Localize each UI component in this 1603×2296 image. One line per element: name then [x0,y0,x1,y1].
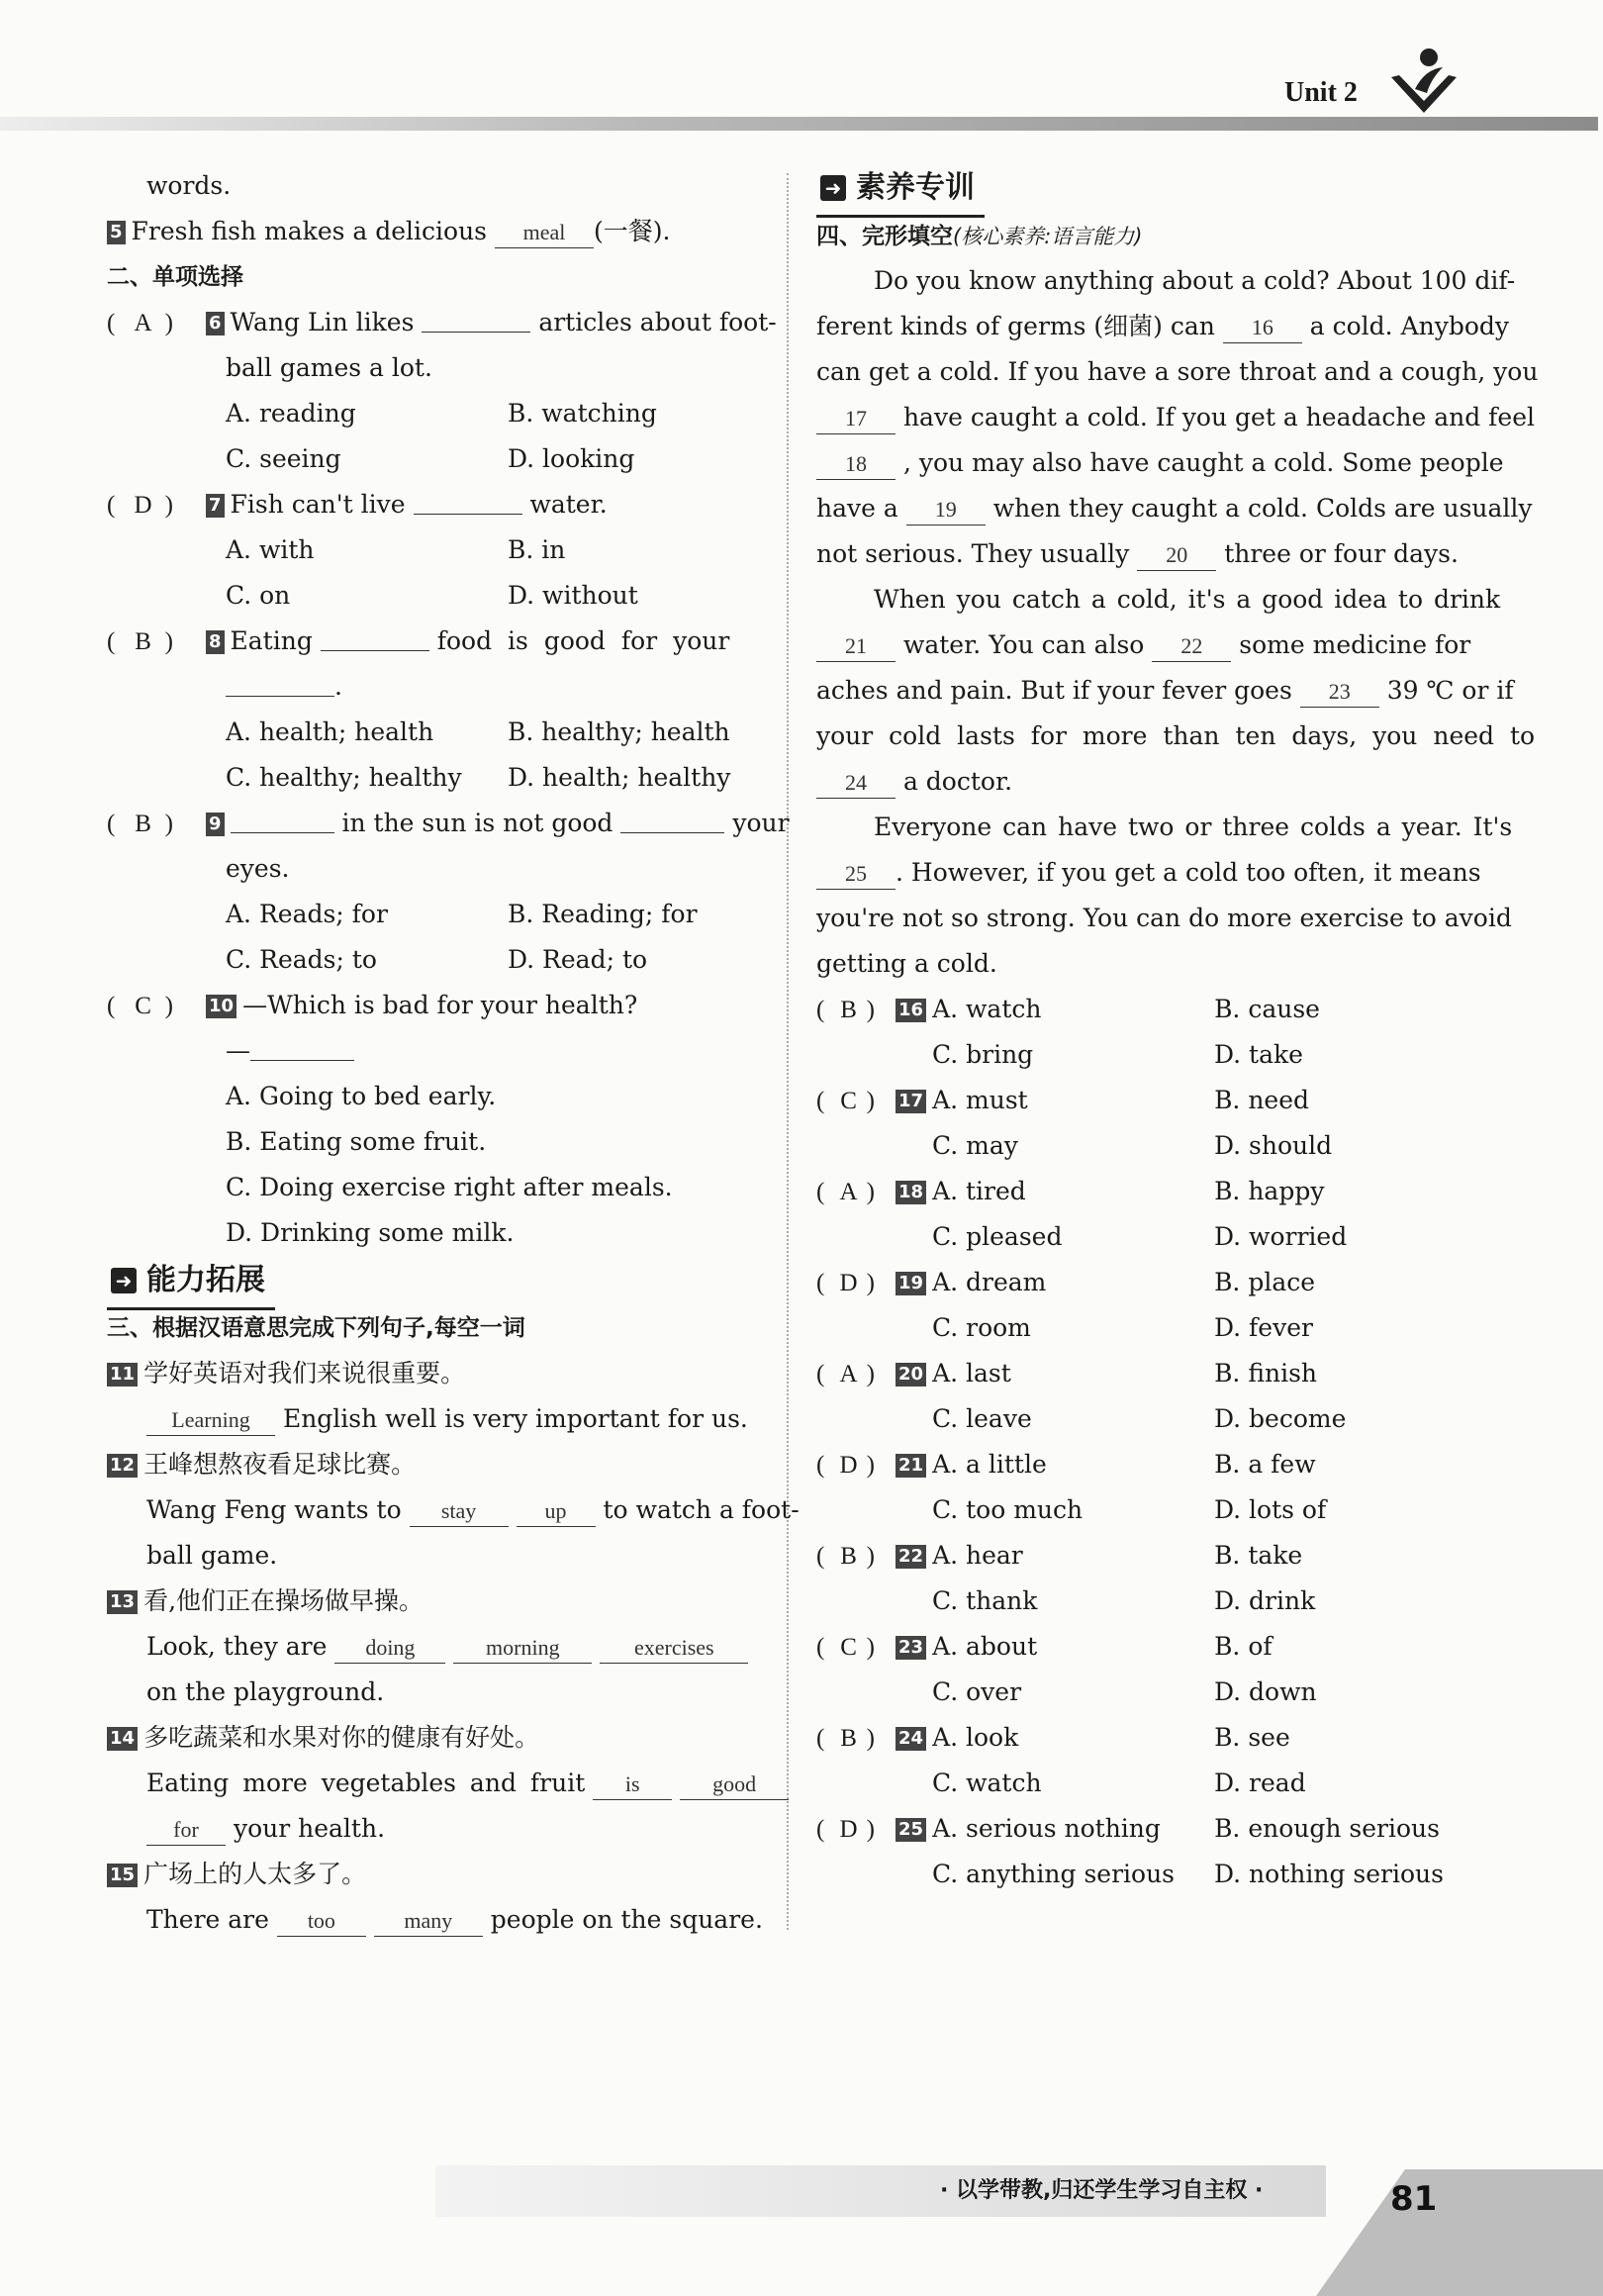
cloze-answers [816,987,1474,1897]
continued-text: words. [146,171,232,200]
options: C. leave D. become [932,1404,1347,1433]
section-banner: ➜ 素养专训 [816,163,985,218]
answer-choice: B [840,1725,857,1752]
question-8: ( B ) 8 Eating food is good for your [107,619,770,664]
cloze-question-18: ( A ) 18 A. tired B. happy [816,1169,1474,1214]
cloze-question-23: ( C ) 23 A. about B. of [816,1624,1474,1670]
options: C. on D. without [226,581,638,610]
cloze-question-16: ( B ) 16 A. watch B. cause [816,987,1474,1032]
options: C. seeing D. looking [226,444,635,473]
footer-slogan: · 以学带教,归还学生学习自主权 · [940,2178,1264,2203]
answer-choice: D [134,492,152,519]
answer-choice: B [135,628,151,655]
question-10: ( C ) 10 —Which is bad for your health? [107,983,770,1028]
question-11: 11 学好英语对我们来说很重要。 [107,1351,770,1396]
answer-choice: C [135,993,151,1019]
arrow-icon: ➜ [111,1268,137,1293]
options: A. Reads; for B. Reading; for [226,900,698,928]
options: C. pleased D. worried [932,1222,1348,1251]
answer-choice: D [839,1452,858,1479]
answer-choice: B [840,997,857,1023]
options: C. anything serious D. nothing serious [932,1860,1444,1888]
section-banner: ➜ 能力拓展 [107,1256,275,1310]
answer-choice: D [839,1816,858,1843]
options: C. thank D. drink [932,1586,1316,1615]
answer-choice: A [134,310,152,336]
cloze-question-25: ( D ) 25 A. serious nothing B. enough serious [816,1806,1474,1852]
cloze-question-21: ( D ) 21 A. a little B. a few [816,1442,1474,1487]
unit-label: Unit 2 [1284,77,1358,108]
page-tab [1316,2169,1603,2296]
question-9: ( B ) 9 in the sun is not good your [107,801,770,846]
section-title: 二、单项选择 [107,264,243,290]
question-7: ( D ) 7 Fish can't live water. [107,482,770,527]
options: A. reading B. watching [226,399,657,428]
options: C. healthy; healthy D. health; healthy [226,763,731,792]
options: C. too much D. lots of [932,1495,1327,1524]
cloze-question-19: ( D ) 19 A. dream B. place [816,1260,1474,1305]
cloze-question-17: ( C ) 17 A. must B. need [816,1078,1474,1123]
answer-blank: meal [495,218,594,248]
options: A. with B. in [226,535,566,564]
question-13: 13 看,他们正在操场做早操。 [107,1578,770,1624]
answer-choice: C [840,1088,857,1114]
section-title: 四、完形填空(核心素养:语言能力) [816,224,1143,249]
options: A. health; health B. healthy; health [226,718,730,746]
question-14: 14 多吃蔬菜和水果对你的健康有好处。 [107,1715,770,1761]
answer-choice: A [839,1179,858,1205]
page-number: 81 [1390,2179,1438,2219]
answer-choice: B [135,811,151,837]
options: C. may D. should [932,1131,1333,1160]
question-6: ( A ) 6 Wang Lin likes articles about foot- [107,300,770,345]
answer-choice: B [840,1543,857,1570]
options: C. over D. down [932,1677,1317,1706]
question-5: 5 Fresh fish makes a delicious meal (一餐). [107,209,770,254]
arrow-icon: ➜ [820,175,846,201]
header-bar [0,117,1598,131]
cloze-question-22: ( B ) 22 A. hear B. take [816,1533,1474,1578]
options: C. bring D. take [932,1040,1303,1069]
question-number: 5 [107,221,126,244]
question-12: 12 王峰想熬夜看足球比赛。 [107,1442,770,1487]
section-title: 三、根据汉语意思完成下列句子,每空一词 [107,1315,525,1341]
question-15: 15 广场上的人太多了。 [107,1852,770,1897]
answer-choice: D [839,1270,858,1296]
left-column: words. 5 Fresh fish makes a delicious meal (一餐). 二、单项选择 ( A ) 6 Wang Lin likes articles about foot- ball games a lot. A. reading B. watching C. seeing D. looking ( D ) 7 Fish can't live water. A. with B. in C. on D. without ( B ) 8 Eating food is good for your . A. health; health B. healthy; health C. healthy; healthy D. health; healthy ( B ) 9 in the sun is not good your eyes. A. Reads; for B. Reading; for C. Reads; to D. Read; to ( C ) 10 —Which is bad for your health? — A. Going to bed early. B. Eating some fruit. C. Doing exercise right after meals. D. Drinking some milk. ➜ 能力拓展 三、根据汉语意思完成下列句子,每空一词 11 学好英语对我们来说很重要。 Learning English well is very important for us. 12 王峰想熬夜看足球比赛。 Wang Feng wants to stay up to watch a foot- ball game. 13 看,他们正在操场做早操。 Look, they are doing morning exercises on the playground. 14 多吃蔬菜和水果对你的健康有好处。 Eating more vegetables and fruit is good for your health. 15 广场上的人太多了。 There are too many people on the square. [107,163,770,1943]
right-column: ➜ 素养专训 四、完形填空(核心素养:语言能力) Do you know anything about a cold? About 100 dif- ferent kinds of germs (细菌) can 16 a cold. Anybody can get a cold. If you have a sore throat and a cough, you 17 have caught a cold. If you get a headache and feel 18 , you may also have caught a cold. Some people have a 19 when they caught a cold. Colds are usually not serious. They usually 20 three or four days. When you catch a cold, it's a good idea to drink 21 water. You can also 22 some medicine for aches and pain. But if your fever goes 23 39 ℃ or if your cold lasts for more than ten days, you need to 24 a doctor. Everyone can have two or three colds a year. It's 25 . However, if you get a cold too often, it means you're not so strong. You can do more exercise to avoid getting a cold. ( B ) 16 A. watch B. cause C. bring D. take ( C ) 17 A. must B. need C. may D. should ( A ) 18 A. tired B. happy C. pleased D. worried ( D ) 19 A. dream B. place C. room D. fever ( A ) 20 A. last B. finish C. leave D. become ( D ) 21 A. a little B. a few C. too much D. lots of ( B ) 22 A. hear B. take C. thank D. drink ( C ) 23 A. about B. of C. over D. down ( B ) 24 A. look B. see C. watch D. read ( D ) 25 A. serious nothing B. enough serious C. anything serious D. nothing serious [816,163,1474,1897]
cloze-question-20: ( A ) 20 A. last B. finish [816,1351,1474,1396]
options: C. room D. fever [932,1313,1313,1342]
options: C. watch D. read [932,1769,1306,1797]
options: C. Reads; to D. Read; to [226,945,648,974]
passage-line: Do you know anything about a cold? About 100 dif- [874,266,1516,295]
answer-choice: C [840,1634,857,1661]
answer-choice: A [839,1361,858,1387]
cloze-question-24: ( B ) 24 A. look B. see [816,1715,1474,1761]
book-logo-icon [1385,40,1462,119]
